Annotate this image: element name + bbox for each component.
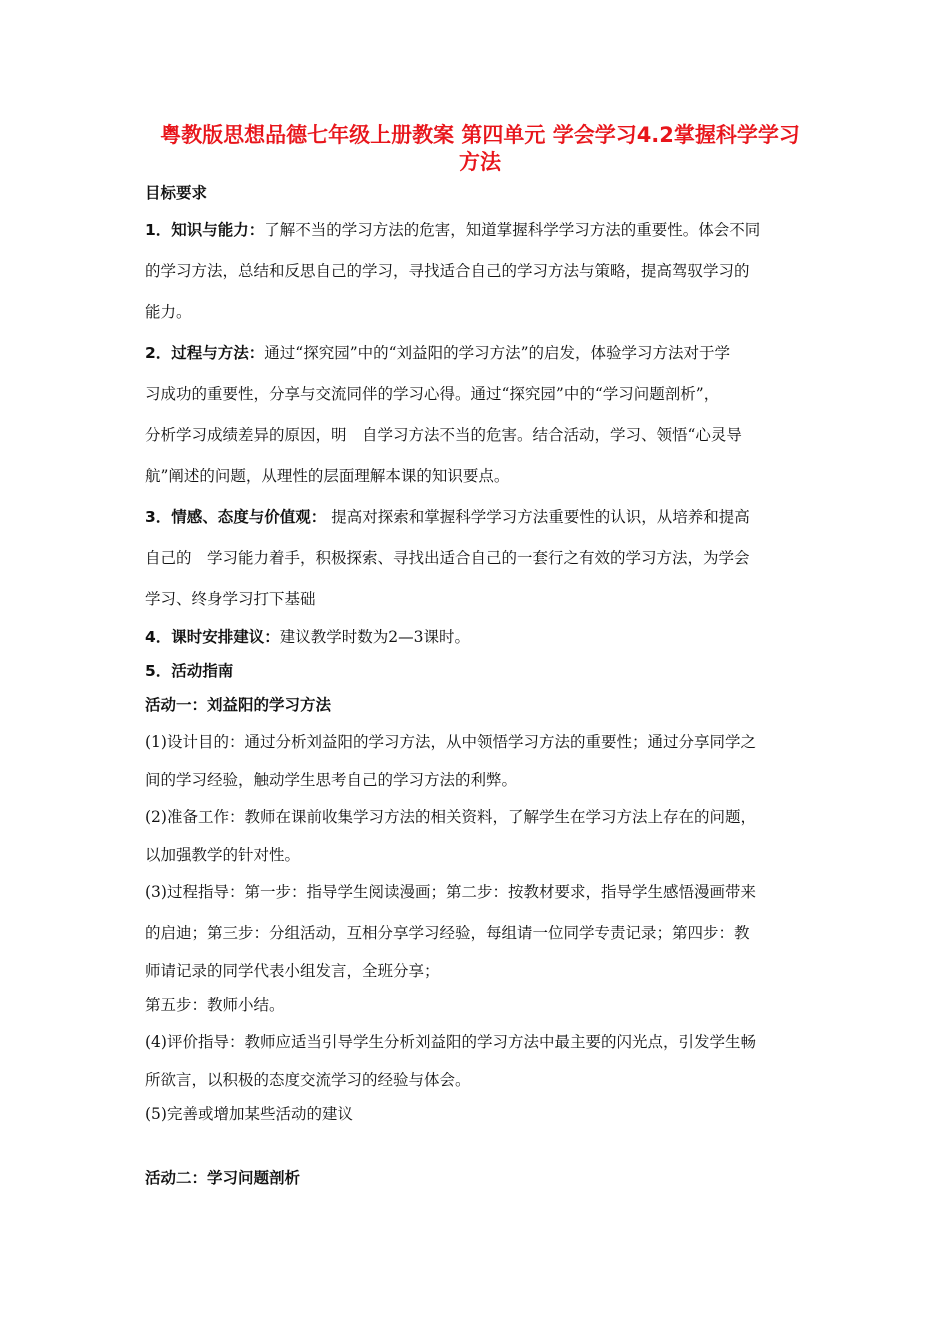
item-process-line-3: 分析学习成绩差异的原因，明 自学习方法不当的危害。结合活动，学习、领悟“心灵导 bbox=[145, 426, 742, 444]
document-body bbox=[145, 176, 807, 1195]
item-knowledge-label: 1．知识与能力： bbox=[145, 221, 265, 239]
item-knowledge-line-3: 能力。 bbox=[145, 303, 192, 321]
item-process-line-4: 航”阐述的问题，从理性的层面理解本课的知识要点。 bbox=[145, 467, 510, 485]
item-knowledge-line-2: 的学习方法，总结和反思自己的学习，寻找适合自己的学习方法与策略，提高驾驭学习的 bbox=[145, 262, 750, 280]
item-knowledge-line-1 bbox=[145, 210, 807, 251]
item-values-line-3: 学习、终身学习打下基础 bbox=[145, 590, 316, 608]
activity1-heading: 活动一：刘益阳的学习方法 bbox=[145, 696, 332, 714]
activity1-line-5: (3)过程指导：第一步：指导学生阅读漫画；第二步：按教材要求，指导学生感悟漫画带来 bbox=[145, 883, 756, 901]
activity2-heading: 活动二：学习问题剖析 bbox=[145, 1169, 301, 1187]
item-values-line-2: 自己的 学习能力着手，积极探索、寻找出适合自己的一套行之有效的学习方法，为学会 bbox=[145, 549, 750, 567]
section-heading-goals: 目标要求 bbox=[145, 184, 208, 202]
activity1-line-2: 间的学习经验，触动学生思考自己的学习方法的利弊。 bbox=[145, 771, 518, 789]
activity1-line-9: (4)评价指导：教师应适当引导学生分析刘益阳的学习方法中最主要的闪光点，引发学生畅 bbox=[145, 1033, 756, 1051]
item-knowledge-text: 了解不当的学习方法的危害，知道掌握科学学习方法的重要性。体会不同 bbox=[264, 221, 761, 239]
item-schedule-text: 建议教学时数为2—3课时。 bbox=[279, 628, 471, 646]
activity1-line-8: 第五步：教师小结。 bbox=[145, 996, 285, 1014]
activity-guide-heading: 5．活动指南 bbox=[145, 662, 234, 680]
item-values-line-1 bbox=[145, 497, 807, 538]
activity1-line-6: 的启迪；第三步：分组活动，互相分享学习经验，每组请一位同学专责记录；第四步：教 bbox=[145, 924, 750, 942]
activity1-line-4: 以加强教学的针对性。 bbox=[145, 846, 301, 864]
activity1-line-1: (1)设计目的：通过分析刘益阳的学习方法，从中领悟学习方法的重要性；通过分享同学之 bbox=[145, 733, 756, 751]
item-process-label: 2．过程与方法： bbox=[145, 344, 265, 362]
item-values-text: 提高对探索和掌握科学学习方法重要性的认识，从培养和提高 bbox=[326, 508, 750, 526]
activity1-line-11: (5)完善或增加某些活动的建议 bbox=[145, 1105, 353, 1123]
item-schedule-line-1 bbox=[145, 620, 807, 654]
activity1-line-10: 所欲言，以积极的态度交流学习的经验与体会。 bbox=[145, 1071, 471, 1089]
item-process-line-2: 习成功的重要性，分享与交流同伴的学习心得。通过“探究园”中的“学习问题剖析”， bbox=[145, 385, 720, 403]
item-schedule-label: 4．课时安排建议： bbox=[145, 628, 280, 646]
item-process-text: 通过“探究园”中的“刘益阳的学习方法”的启发，体验学习方法对于学 bbox=[264, 344, 730, 362]
item-values-label: 3．情感、态度与价值观： bbox=[145, 508, 327, 526]
item-process-line-1 bbox=[145, 333, 807, 374]
activity1-line-7: 师请记录的同学代表小组发言，全班分享； bbox=[145, 962, 440, 980]
document-title: 粤教版思想品德七年级上册教案 第四单元 学会学习4.2掌握科学学习方法 bbox=[160, 123, 800, 174]
activity1-line-3: (2)准备工作：教师在课前收集学习方法的相关资料，了解学生在学习方法上存在的问题， bbox=[145, 808, 756, 826]
